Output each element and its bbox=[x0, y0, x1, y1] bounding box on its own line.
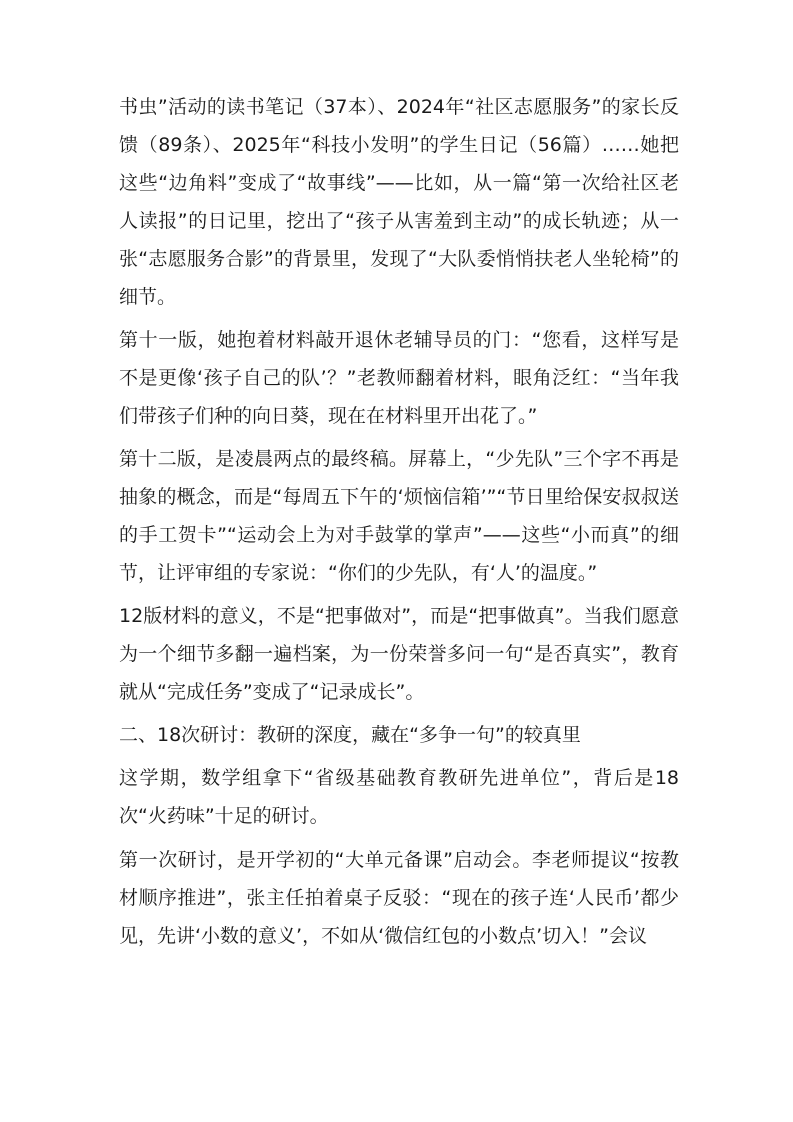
section-heading-18-seminars: 二、18次研讨：教研的深度，藏在“多争一句”的较真里 bbox=[119, 724, 581, 746]
document-body bbox=[119, 88, 679, 960]
paragraph-twelfth-version: 第十二版，是凌晨两点的最终稿。屏幕上，“少先队”三个字不再是抽象的概念，而是“每周五下午的‘烦恼信箱’”“节日里给保安叔叔送的手工贺卡”“运动会上为对手鼓掌的掌声”——这些“小而真”的细节，让评审组的专家说：“你们的少先队，有‘人’的温度。” bbox=[119, 448, 679, 584]
paragraph-meaning-of-12-versions: 12版材料的意义，不是“把事做对”，而是“把事做真”。当我们愿意为一个细节多翻一遍档案，为一份荣誉多问一句“是否真实”，教育就从“完成任务”变成了“记录成长”。 bbox=[119, 605, 679, 703]
paragraph-reading-notes: 书虫”活动的读书笔记（37本）、2024年“社区志愿服务”的家长反馈（89条）、2025年“科技小发明”的学生日记（56篇）……她把这些“边角料”变成了“故事线”——比如，从一篇“第一次给社区老人读报”的日记里，挖出了“孩子从害羞到主动”的成长轨迹；从一张“志愿服务合影”的背景里，发现了“大队委悄悄扶老人坐轮椅”的细节。 bbox=[119, 96, 679, 308]
paragraph-first-seminar: 第一次研讨，是开学初的“大单元备课”启动会。李老师提议“按教材顺序推进”，张主任拍着桌子反驳：“现在的孩子连‘人民币’都少见，先讲‘小数的意义’，不如从‘微信红包的小数点’切入！”会议 bbox=[119, 849, 679, 947]
paragraph-eleventh-version: 第十一版，她抱着材料敲开退休老辅导员的门：“您看，这样写是不是更像‘孩子自己的队’？”老教师翻着材料，眼角泛红：“当年我们带孩子们种的向日葵，现在在材料里开出花了。” bbox=[119, 329, 679, 427]
paragraph-math-group-award: 这学期，数学组拿下“省级基础教育教研先进单位”，背后是18次“火药味”十足的研讨。 bbox=[119, 767, 679, 827]
